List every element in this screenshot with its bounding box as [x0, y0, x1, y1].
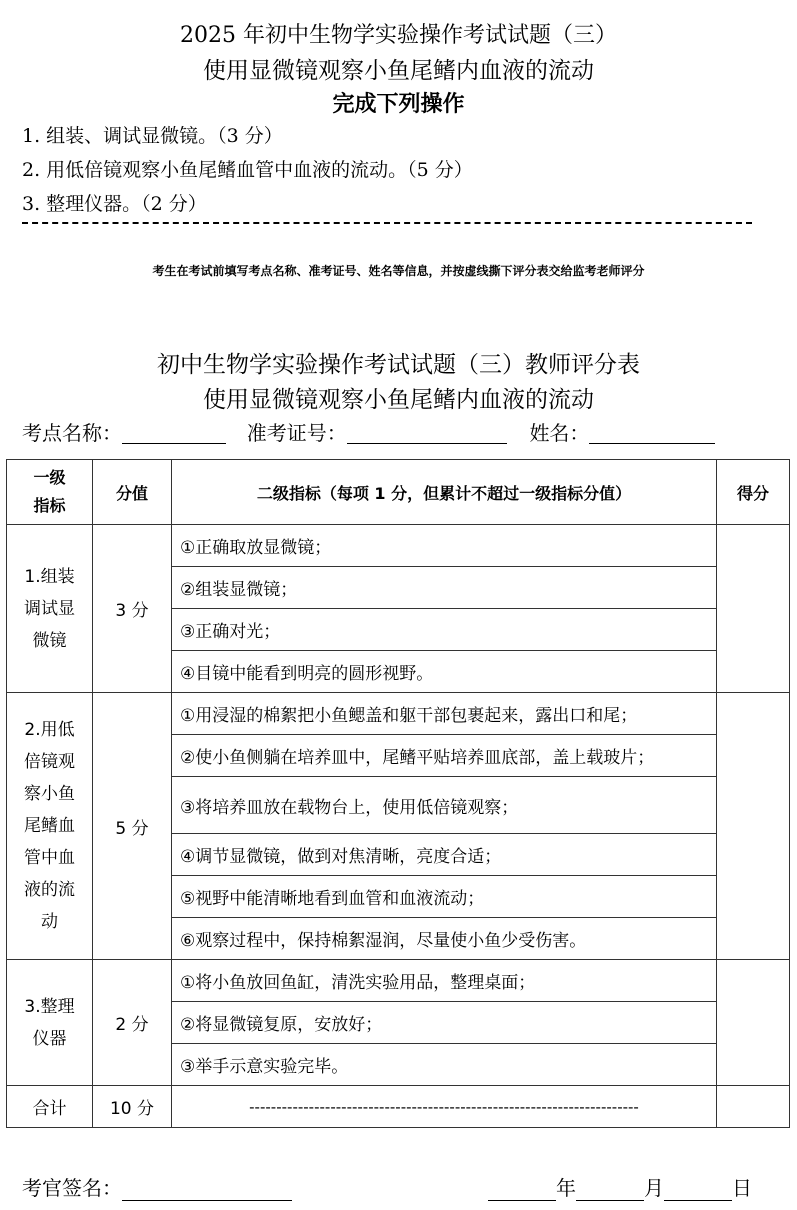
- task-item: 1. 组装、调试显微镜。（3 分）: [22, 125, 283, 147]
- indicator-item: ②组装显微镜；: [172, 567, 717, 609]
- site-field[interactable]: [122, 423, 226, 444]
- indicator-item: ③举手示意实验完毕。: [172, 1044, 717, 1086]
- year-label: 年: [556, 1176, 576, 1200]
- indicator-item: ①将小鱼放回鱼缸，清洗实验用品，整理桌面；: [172, 960, 717, 1002]
- table-row: [7, 525, 790, 567]
- score-cell-1[interactable]: [717, 525, 790, 693]
- table-row: [7, 960, 790, 1002]
- site-label: 考点名称：: [22, 421, 122, 445]
- candidate-info-row: [22, 417, 715, 446]
- group-2-name: 2.用低倍镜观察小鱼尾鳍血管中血液的流动: [7, 693, 93, 960]
- instruction-heading: 完成下列操作: [332, 92, 465, 117]
- name-label: 姓名：: [529, 421, 590, 445]
- score-cell-2[interactable]: [717, 693, 790, 960]
- indicator-item: ③将培养皿放在载物台上，使用低倍镜观察；: [172, 777, 717, 834]
- day-field[interactable]: [664, 1178, 732, 1201]
- col-points: 分值: [93, 460, 172, 525]
- col-level2: 二级指标（每项 1 分，但累计不超过一级指标分值）: [172, 460, 717, 525]
- indicator-item: ⑤视野中能清晰地看到血管和血液流动；: [172, 876, 717, 918]
- indicator-item: ⑥观察过程中，保持棉絮湿润，尽量使小鱼少受伤害。: [172, 918, 717, 960]
- indicator-item: ④调节显微镜，做到对焦清晰，亮度合适；: [172, 834, 717, 876]
- group-1-points: 3 分: [93, 525, 172, 693]
- year-field[interactable]: [488, 1178, 556, 1201]
- total-label: 合计: [7, 1086, 93, 1128]
- day-label: 日: [732, 1176, 752, 1200]
- id-label: 准考证号：: [246, 421, 347, 445]
- task-item: 3. 整理仪器。（2 分）: [22, 193, 207, 215]
- task-item: 2. 用低倍镜观察小鱼尾鳍血管中血液的流动。（5 分）: [22, 159, 473, 181]
- month-field[interactable]: [576, 1178, 644, 1201]
- score-table: [6, 459, 790, 1128]
- signature-field[interactable]: [122, 1178, 292, 1201]
- tear-notice: 考生在考试前填写考点名称、准考证号、姓名等信息，并按虚线撕下评分表交给监考老师评分: [152, 264, 645, 278]
- total-score-cell[interactable]: [717, 1086, 790, 1128]
- score-cell-3[interactable]: [717, 960, 790, 1086]
- group-1-name: 1.组装调试显微镜: [7, 525, 93, 693]
- signature-date: [488, 1172, 752, 1201]
- exam-subtitle: 使用显微镜观察小鱼尾鳍内血液的流动: [203, 58, 594, 84]
- indicator-item: ④目镜中能看到明亮的圆形视野。: [172, 651, 717, 693]
- examiner-label: 考官签名：: [22, 1176, 122, 1200]
- month-label: 月: [644, 1176, 664, 1200]
- total-points: 10 分: [93, 1086, 172, 1128]
- group-3-points: 2 分: [93, 960, 172, 1086]
- indicator-item: ①用浸湿的棉絮把小鱼鳃盖和躯干部包裹起来，露出口和尾；: [172, 693, 717, 735]
- score-sheet-title: 初中生物学实验操作考试试题（三）教师评分表: [157, 352, 640, 378]
- indicator-item: ②使小鱼侧躺在培养皿中，尾鳍平贴培养皿底部，盖上载玻片；: [172, 735, 717, 777]
- col-score: 得分: [717, 460, 790, 525]
- table-header-row: [7, 460, 790, 525]
- examiner-signature: [22, 1172, 292, 1201]
- total-row: [7, 1086, 790, 1128]
- name-field[interactable]: [589, 423, 715, 444]
- id-field[interactable]: [347, 423, 507, 444]
- indicator-item: ③正确对光；: [172, 609, 717, 651]
- group-3-name: 3.整理仪器: [7, 960, 93, 1086]
- indicator-item: ①正确取放显微镜；: [172, 525, 717, 567]
- total-filler: ------------------------------------------------------------------------: [172, 1086, 717, 1128]
- table-row: [7, 693, 790, 735]
- group-2-points: 5 分: [93, 693, 172, 960]
- indicator-item: ②将显微镜复原，安放好；: [172, 1002, 717, 1044]
- score-sheet-subtitle: 使用显微镜观察小鱼尾鳍内血液的流动: [203, 387, 594, 413]
- col-level1: 一级指标: [7, 460, 93, 525]
- tear-line: [22, 222, 752, 224]
- exam-title: 2025 年初中生物学实验操作考试试题（三）: [180, 23, 617, 48]
